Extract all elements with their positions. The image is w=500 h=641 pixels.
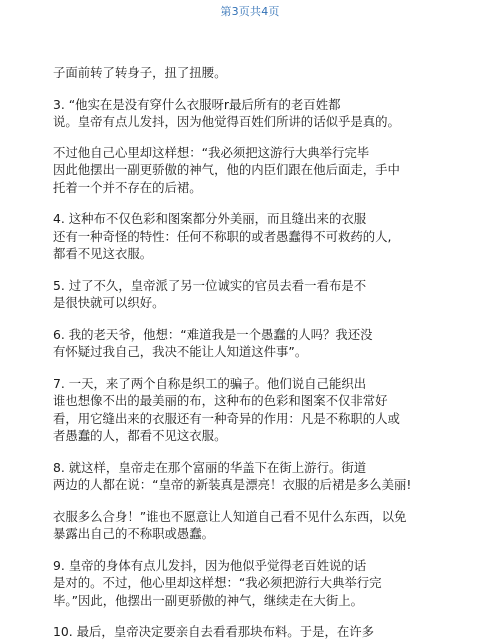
paragraph-3-continued	[53, 144, 448, 197]
text-line: 因此他摆出一副更骄傲的神气，他的内臣们跟在他后面走，手中	[53, 162, 400, 177]
text-line: 3. “他实在是没有穿什么衣服呀r最后所有的老百姓都	[53, 96, 341, 112]
text-line: 9. 皇帝的身体有点儿发抖，因为他似乎觉得老百姓说的话	[53, 557, 367, 573]
text-line: 不过他自己心里却这样想：“我必须把这游行大典举行完毕	[53, 144, 370, 160]
paragraph-9	[53, 557, 448, 610]
text-line: 衣服多么合身！”谁也不愿意让人知道自己看不见什么东西，以免	[53, 508, 407, 524]
text-line: 暴露出自己的不称职或愚蠢。	[53, 526, 215, 541]
text-line: 托着一个并不存在的后裙。	[53, 179, 202, 195]
paragraph-5	[53, 277, 448, 312]
paragraph-8	[53, 459, 448, 494]
page-number-header: 第3页共4页	[220, 5, 280, 18]
text-line: 4. 这种布不仅色彩和图案都分外美丽，而且缝出来的衣服	[53, 211, 367, 226]
text-line: 看，用它缝出来的衣服还有一种奇异的作用：凡是不称职的人或	[53, 410, 400, 426]
paragraph-fragment	[53, 64, 448, 82]
text-line: 有怀疑过我自己，我决不能让人知道这件事”。	[53, 344, 308, 359]
document-body	[53, 64, 448, 641]
text-line: 说。皇帝有点儿发抖，因为他觉得百姓们所讲的话似乎是真的。	[53, 114, 400, 129]
text-line: 7. 一天，来了两个自称是织工的骗子。他们说自己能织出	[53, 375, 367, 391]
text-line: 是对的。不过，他心里却这样想：“我必须把游行大典举行完	[53, 575, 382, 590]
text-line: 子面前转了转身子，扭了扭腰。	[53, 65, 227, 80]
text-line: 毕。”因此，他摆出一副更骄傲的神气，继续走在大街上。	[53, 592, 363, 608]
text-line: 是很快就可以织好。	[53, 295, 165, 310]
paragraph-10	[53, 623, 448, 641]
paragraph-4	[53, 210, 448, 263]
paragraph-6	[53, 326, 448, 361]
paragraph-3	[53, 96, 448, 131]
text-line: 10. 最后，皇帝决定要亲自去看看那块布料。于是，在许多	[53, 624, 375, 639]
text-line: 者愚蠢的人，都看不见这衣服。	[53, 428, 227, 443]
text-line: 6. 我的老天爷，他想：“难道我是一个愚蠢的人吗？我还没	[53, 326, 373, 342]
text-line: 还有一种奇怪的特性：任何不称职的或者愚蠢得不可救药的人,	[53, 228, 392, 244]
text-line: 谁也想像不出的最美丽的布，这种布的色彩和图案不仅非常好	[53, 393, 388, 408]
text-line: 两边的人都在说：“皇帝的新装真是漂亮！衣服的后裙是多么美丽!	[53, 477, 412, 492]
paragraph-7	[53, 375, 448, 445]
paragraph-8-continued	[53, 508, 448, 543]
text-line: 8. 就这样，皇帝走在那个富丽的华盖下在街上游行。街道	[53, 459, 367, 475]
text-line: 5. 过了不久，皇帝派了另一位诚实的官员去看一看布是不	[53, 277, 367, 293]
text-line: 都看不见这衣服。	[53, 246, 153, 261]
